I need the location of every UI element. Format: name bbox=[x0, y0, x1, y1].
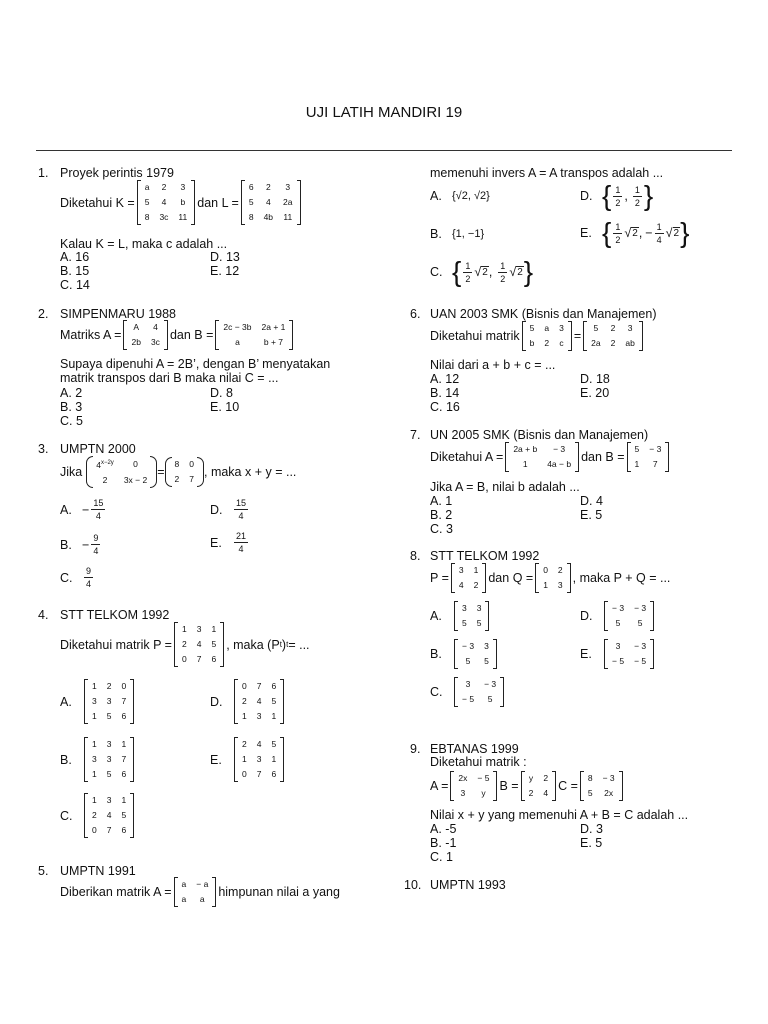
q6-option-c: C. 16 bbox=[430, 400, 460, 414]
matrix-cell: 5 bbox=[484, 656, 489, 666]
matrix-cell: 11 bbox=[178, 212, 188, 222]
matrix-cell: y bbox=[528, 773, 534, 783]
q10-source: UMPTN 1993 bbox=[430, 878, 506, 892]
q2-number: 2. bbox=[38, 307, 49, 321]
q5-option-a: A. {√2, √2} bbox=[430, 189, 490, 203]
matrix-cell: − 3 bbox=[612, 603, 625, 613]
matrix-cell: 3 bbox=[458, 565, 464, 575]
q6-number: 6. bbox=[410, 307, 421, 321]
matrix-cell: 2 bbox=[473, 580, 479, 590]
matrix-cell: 5 bbox=[476, 618, 482, 628]
q1-option-e: E. 12 bbox=[210, 264, 240, 278]
q6-option-b: B. 14 bbox=[430, 386, 460, 400]
q4-option-e: E. 2 4 5 1 3 1 0 7 6 bbox=[210, 737, 286, 782]
matrix-cell: 3 bbox=[256, 754, 262, 764]
matrix-cell: y bbox=[481, 788, 486, 798]
matrix-cell: 3 bbox=[92, 754, 97, 764]
q4-option-b: B. 1 3 1 3 3 7 1 5 6 bbox=[60, 737, 136, 782]
matrix-cell: 4 bbox=[256, 739, 262, 749]
matrix-cell: 6 bbox=[121, 825, 127, 835]
q4-source: STT TELKOM 1992 bbox=[60, 608, 170, 622]
q1-option-b: B. 15 bbox=[60, 264, 90, 278]
matrix-cell: a bbox=[235, 337, 240, 347]
matrix-cell: 2 bbox=[92, 810, 97, 820]
matrix-cell: a bbox=[199, 894, 205, 904]
q1-number: 1. bbox=[38, 166, 49, 180]
matrix-cell: 3 bbox=[180, 182, 186, 192]
matrix-cell: − 3 bbox=[462, 641, 475, 651]
matrix-cell: 5 bbox=[634, 444, 640, 454]
matrix-cell: 5 bbox=[271, 739, 277, 749]
matrix-cell: 3 bbox=[484, 641, 489, 651]
q7-option-a: A. 1 bbox=[430, 494, 453, 508]
q8-option-d: D. − 3 − 3 5 5 bbox=[580, 601, 656, 631]
matrix-cell: 2x bbox=[458, 773, 468, 783]
q6-option-d: D. 18 bbox=[580, 372, 610, 386]
q5-source: UMPTN 1991 bbox=[60, 864, 136, 878]
q2-prefix: Matriks A = bbox=[60, 328, 122, 342]
matrix-cell: 7 bbox=[121, 696, 127, 706]
q9-number: 9. bbox=[410, 742, 421, 756]
matrix-cell: 5 bbox=[121, 810, 127, 820]
matrix-cell: − 3 bbox=[553, 444, 566, 454]
q8-number: 8. bbox=[410, 549, 421, 563]
matrix-cell: 7 bbox=[652, 459, 658, 469]
matrix-cell: 0 bbox=[242, 769, 247, 779]
matrix-cell: b bbox=[529, 338, 535, 348]
matrix-cell: 3 bbox=[462, 603, 467, 613]
q3-option-a: A. − $\frac{15}{4}$ bbox=[60, 498, 104, 521]
matrix-cell: 3 bbox=[92, 696, 97, 706]
matrix-cell: 4 bbox=[458, 580, 464, 590]
matrix-cell: 6 bbox=[271, 681, 277, 691]
q9-option-a: A. -5 bbox=[430, 822, 457, 836]
q2-option-b: B. 3 bbox=[60, 400, 83, 414]
matrix-cell: 5 bbox=[637, 618, 643, 628]
matrix-cell: 5 bbox=[529, 323, 535, 333]
matrix-cell: − 3 bbox=[634, 641, 647, 651]
matrix-cell: 3 bbox=[106, 696, 112, 706]
q7-option-b: B. 2 bbox=[430, 508, 453, 522]
q1-matrix-row bbox=[60, 180, 303, 225]
q3-number: 3. bbox=[38, 442, 49, 456]
matrix-cell: 5 bbox=[462, 618, 467, 628]
matrix-cell: b + 7 bbox=[263, 337, 284, 347]
matrix-cell: 2c − 3b bbox=[223, 322, 252, 332]
title-divider bbox=[36, 150, 732, 151]
matrix-cell: 8 bbox=[174, 458, 180, 469]
matrix-cell: 2 bbox=[102, 474, 108, 485]
matrix-cell: 0 bbox=[189, 458, 194, 469]
q9-source: EBTANAS 1999 bbox=[430, 742, 519, 756]
matrix-cell: 5 bbox=[465, 656, 471, 666]
matrix-cell: 4 bbox=[256, 696, 262, 706]
matrix-cell: 1 bbox=[121, 795, 127, 805]
matrix-cell: 2a bbox=[283, 197, 293, 207]
matrix-cell: 3c bbox=[150, 337, 160, 347]
matrix-cell: 2 bbox=[610, 338, 616, 348]
matrix-cell: 1 bbox=[271, 754, 277, 764]
matrix-cell: 7 bbox=[106, 825, 112, 835]
page-title: UJI LATIH MANDIRI 19 bbox=[305, 104, 463, 121]
matrix-cell: 3 bbox=[615, 641, 621, 651]
matrix-cell: 2 bbox=[242, 739, 247, 749]
matrix-cell: 3 bbox=[106, 754, 112, 764]
matrix-cell: 1 bbox=[211, 624, 217, 634]
q3-matrix-right bbox=[167, 457, 202, 487]
q6-source: UAN 2003 SMK (Bisnis dan Manajemen) bbox=[430, 307, 657, 321]
q3-option-e: E. $\frac{21}{4}$ bbox=[210, 531, 247, 554]
matrix-cell: a bbox=[181, 879, 187, 889]
matrix-cell: 2 bbox=[557, 565, 563, 575]
matrix-cell: 3 bbox=[476, 603, 482, 613]
matrix-cell: 3 bbox=[285, 182, 291, 192]
matrix-cell: 3 bbox=[465, 679, 471, 689]
q8-option-a: A. 3 3 5 5 bbox=[430, 601, 491, 631]
matrix-cell: − 5 bbox=[634, 656, 647, 666]
q8-matrix-row: P = 3 1 4 2 dan Q = 0 2 1 3 , maka P + Q = ... bbox=[430, 563, 670, 593]
matrix-cell: ab bbox=[625, 338, 635, 348]
matrix-cell: 5 bbox=[248, 197, 254, 207]
q1-mid: dan L = bbox=[197, 195, 239, 210]
q4-matrix-p bbox=[174, 622, 224, 667]
q5-option-e: E. { $\frac{1}{2}$ √ 2 , − $\frac{1}{4}$ √ 2 } bbox=[580, 217, 690, 248]
matrix-cell: 3 bbox=[460, 788, 466, 798]
matrix-cell: 5 bbox=[487, 694, 493, 704]
matrix-cell: 1 bbox=[242, 754, 247, 764]
matrix-cell: 1 bbox=[473, 565, 479, 575]
q8-option-e: E. 3 − 3 − 5 − 5 bbox=[580, 639, 656, 669]
matrix-cell: 1 bbox=[522, 459, 528, 469]
matrix-cell: 4 bbox=[106, 810, 112, 820]
q7-option-c: C. 3 bbox=[430, 522, 453, 536]
matrix-cell: 1 bbox=[543, 580, 548, 590]
matrix-cell: 7 bbox=[256, 769, 262, 779]
matrix-cell: 2 bbox=[265, 182, 271, 192]
matrix-cell: − 3 bbox=[634, 603, 647, 613]
q9-option-c: C. 1 bbox=[430, 850, 453, 864]
q4-option-d: D. 0 7 6 2 4 5 1 3 1 bbox=[210, 679, 286, 724]
q3-prefix: Jika bbox=[60, 464, 83, 479]
matrix-cell: 2x bbox=[604, 788, 614, 798]
matrix-cell: 5 bbox=[144, 197, 150, 207]
matrix-cell: 3 bbox=[559, 323, 564, 333]
matrix-cell: − 3 bbox=[649, 444, 662, 454]
matrix-cell: A bbox=[133, 322, 140, 332]
q2-line2: matrik transpos dari B maka nilai C = ... bbox=[60, 371, 279, 385]
matrix-cell: 4 bbox=[543, 788, 549, 798]
matrix-cell: 5 bbox=[593, 323, 599, 333]
matrix-cell: 1 bbox=[121, 739, 127, 749]
q9-matrix-row: A = 2x − 5 3 y B = y 2 2 4 C = 8 − 3 5 2x bbox=[430, 771, 625, 801]
matrix-cell: 3c bbox=[159, 212, 169, 222]
q9-option-d: D. 3 bbox=[580, 822, 603, 836]
matrix-cell: 7 bbox=[189, 473, 194, 484]
q7-option-e: E. 5 bbox=[580, 508, 603, 522]
matrix-cell: 2a + b bbox=[513, 444, 538, 454]
matrix-cell: 3x − 2 bbox=[123, 474, 148, 485]
q4-prefix: Diketahui matrik P = bbox=[60, 637, 172, 652]
q9-question: Nilai x + y yang memenuhi A + B = C adalah ... bbox=[430, 808, 689, 822]
matrix-cell: 1 bbox=[92, 681, 97, 691]
matrix-cell: 5 bbox=[211, 639, 217, 649]
q5-number: 5. bbox=[38, 864, 49, 878]
q1-option-c: C. 14 bbox=[60, 278, 90, 292]
matrix-cell: 2 bbox=[161, 182, 167, 192]
matrix-cell: 4a − b bbox=[547, 459, 572, 469]
q9-option-e: E. 5 bbox=[580, 836, 603, 850]
q5-continuation: memenuhi invers A = A transpos adalah ... bbox=[430, 166, 664, 180]
matrix-cell: 0 bbox=[181, 654, 187, 664]
matrix-cell: 6 bbox=[121, 711, 127, 721]
q5-matrix-row: Diberikan matrik A = a − a a a himpunan nilai a yang bbox=[60, 877, 340, 907]
matrix-cell: c bbox=[559, 338, 564, 348]
matrix-cell: 2a bbox=[591, 338, 601, 348]
q1-option-d: D. 13 bbox=[210, 250, 240, 264]
matrix-cell: 0 bbox=[92, 825, 97, 835]
matrix-cell: 4b bbox=[263, 212, 274, 222]
matrix-cell: 6 bbox=[248, 182, 254, 192]
matrix-cell: 1 bbox=[181, 624, 187, 634]
q1-matrix-l bbox=[241, 180, 301, 225]
matrix-cell: 4 bbox=[196, 639, 202, 649]
q7-matrix-row: Diketahui A = 2a + b − 3 1 4a − b dan B = 5 − 3 1 7 bbox=[430, 442, 671, 472]
q3-matrix-row bbox=[60, 456, 296, 488]
matrix-cell: 2 bbox=[242, 696, 247, 706]
q5-option-c: C. { $\frac{1}{2}$ √ 2 , $\frac{1}{2}$ √ 2 } bbox=[430, 256, 534, 287]
matrix-cell: 7 bbox=[121, 754, 127, 764]
matrix-cell: 3 bbox=[106, 795, 112, 805]
q6-matrix-row: Diketahui matrik 5 a 3 b 2 c = 5 2 3 2a 2 ab bbox=[430, 321, 645, 351]
matrix-cell: 3 bbox=[196, 624, 202, 634]
matrix-cell: 5 bbox=[587, 788, 593, 798]
q3-option-b: B. − $\frac{9}{4}$ bbox=[60, 533, 99, 556]
matrix-cell: 2 bbox=[544, 338, 550, 348]
q3-matrix-left bbox=[88, 456, 155, 488]
matrix-cell: 6 bbox=[271, 769, 277, 779]
q5-option-b: B. {1, −1} bbox=[430, 227, 485, 241]
matrix-cell: b bbox=[180, 197, 186, 207]
matrix-cell: 2 bbox=[106, 681, 112, 691]
matrix-cell: 2 bbox=[174, 473, 180, 484]
matrix-cell: 3 bbox=[627, 323, 633, 333]
matrix-cell: 7 bbox=[256, 681, 262, 691]
matrix-cell: $4^{x-2y}$ bbox=[96, 459, 114, 470]
matrix-cell: 1 bbox=[242, 711, 247, 721]
matrix-cell: a bbox=[544, 323, 550, 333]
q3-suffix: , maka x + y = ... bbox=[204, 464, 297, 479]
q5-option-d: D. { $\frac{1}{2}$ , $\frac{1}{2}$ } bbox=[580, 180, 654, 211]
q7-question: Jika A = B, nilai b adalah ... bbox=[430, 480, 580, 494]
matrix-cell: 1 bbox=[271, 711, 277, 721]
q7-number: 7. bbox=[410, 428, 421, 442]
matrix-cell: 2 bbox=[543, 773, 549, 783]
q2-option-c: C. 5 bbox=[60, 414, 83, 428]
matrix-cell: 8 bbox=[144, 212, 150, 222]
q6-question: Nilai dari a + b + c = ... bbox=[430, 358, 556, 372]
q2-matrix-b bbox=[215, 320, 293, 350]
q2-option-a: A. 2 bbox=[60, 386, 83, 400]
matrix-cell: − 3 bbox=[484, 679, 497, 689]
matrix-cell: 0 bbox=[543, 565, 548, 575]
q4-number: 4. bbox=[38, 608, 49, 622]
q5-matrix-a bbox=[174, 877, 217, 907]
matrix-cell: 2 bbox=[528, 788, 534, 798]
matrix-cell: 4 bbox=[161, 197, 167, 207]
matrix-cell: 4 bbox=[153, 322, 158, 332]
q1-option-a: A. 16 bbox=[60, 250, 90, 264]
matrix-cell: 6 bbox=[211, 654, 217, 664]
q7-source: UN 2005 SMK (Bisnis dan Manajemen) bbox=[430, 428, 649, 442]
q7-option-d: D. 4 bbox=[580, 494, 603, 508]
matrix-cell: 1 bbox=[92, 711, 97, 721]
matrix-cell: 1 bbox=[92, 769, 97, 779]
matrix-cell: 5 bbox=[106, 711, 112, 721]
q3-option-d: D. $\frac{15}{4}$ bbox=[210, 498, 247, 521]
q8-option-c: C. 3 − 3 − 5 5 bbox=[430, 677, 506, 707]
matrix-cell: 5 bbox=[271, 696, 277, 706]
q4-option-c: C. 1 3 1 2 4 5 0 7 6 bbox=[60, 793, 136, 838]
matrix-cell: 3 bbox=[256, 711, 262, 721]
matrix-cell: 0 bbox=[121, 681, 127, 691]
matrix-cell: 2a + 1 bbox=[261, 322, 286, 332]
matrix-cell: 5 bbox=[106, 769, 112, 779]
q2-mid: dan B = bbox=[169, 328, 214, 342]
matrix-cell: 7 bbox=[196, 654, 202, 664]
matrix-cell: 4 bbox=[265, 197, 271, 207]
q6-option-a: A. 12 bbox=[430, 372, 460, 386]
matrix-cell: − a bbox=[196, 879, 209, 889]
matrix-cell: a bbox=[181, 894, 187, 904]
q1-matrix-k bbox=[137, 180, 196, 225]
matrix-cell: 3 bbox=[106, 739, 112, 749]
q1-question: Kalau K = L, maka c adalah ... bbox=[60, 237, 228, 251]
matrix-cell: a bbox=[144, 182, 150, 192]
q1-prefix: Diketahui K = bbox=[60, 195, 135, 210]
matrix-cell: 2 bbox=[610, 323, 616, 333]
q1-source: Proyek perintis 1979 bbox=[60, 166, 174, 180]
q4-matrix-row: Diketahui matrik P = 1 3 1 2 4 5 0 7 6 , maka (P t ) t = ... bbox=[60, 622, 310, 667]
matrix-cell: 0 bbox=[133, 458, 138, 469]
q9-option-b: B. -1 bbox=[430, 836, 457, 850]
matrix-cell: 8 bbox=[587, 773, 593, 783]
q2-line1: Supaya dipenuhi A = 2B’, dengan B’ menyatakan bbox=[60, 357, 331, 371]
q3-source: UMPTN 2000 bbox=[60, 442, 136, 456]
matrix-cell: 1 bbox=[92, 739, 97, 749]
matrix-cell: 3 bbox=[557, 580, 563, 590]
matrix-cell: 1 bbox=[92, 795, 97, 805]
q2-source: SIMPENMARU 1988 bbox=[60, 307, 177, 321]
q2-matrix-row bbox=[60, 320, 295, 350]
q10-number: 10. bbox=[404, 878, 422, 892]
matrix-cell: 1 bbox=[634, 459, 640, 469]
q9-subtitle: Diketahui matrik : bbox=[430, 755, 527, 769]
q4-option-a: A. 1 2 0 3 3 7 1 5 6 bbox=[60, 679, 136, 724]
matrix-cell: − 5 bbox=[462, 694, 475, 704]
matrix-cell: 11 bbox=[283, 212, 293, 222]
q8-source: STT TELKOM 1992 bbox=[430, 549, 540, 563]
q2-option-e: E. 10 bbox=[210, 400, 240, 414]
matrix-cell: 2b bbox=[131, 337, 141, 347]
matrix-cell: − 5 bbox=[612, 656, 625, 666]
q8-option-b: B. − 3 3 5 5 bbox=[430, 639, 499, 669]
matrix-cell: 6 bbox=[121, 769, 127, 779]
matrix-cell: 2 bbox=[181, 639, 187, 649]
matrix-cell: 8 bbox=[248, 212, 254, 222]
matrix-cell: − 3 bbox=[602, 773, 615, 783]
matrix-cell: − 5 bbox=[477, 773, 490, 783]
q6-option-e: E. 20 bbox=[580, 386, 610, 400]
matrix-cell: 5 bbox=[615, 618, 621, 628]
q3-equals: = bbox=[157, 464, 165, 479]
q3-option-c: C. $\frac{9}{4}$ bbox=[60, 566, 92, 589]
matrix-cell: 0 bbox=[242, 681, 247, 691]
q2-matrix-a bbox=[123, 320, 167, 350]
q2-option-d: D. 8 bbox=[210, 386, 233, 400]
